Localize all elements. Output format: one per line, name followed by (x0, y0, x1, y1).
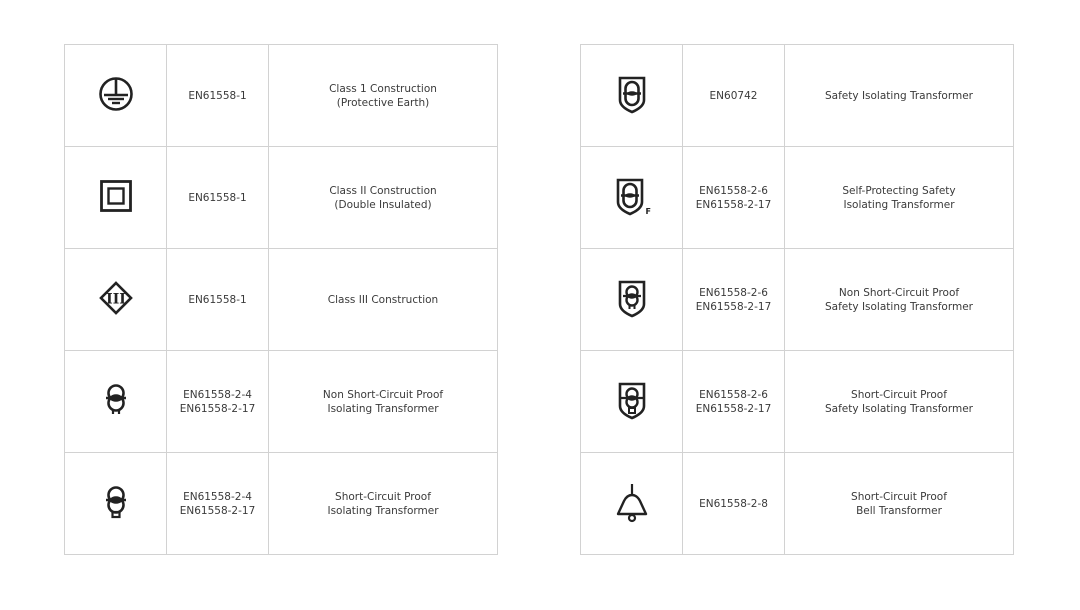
icon-cell (581, 453, 683, 555)
table-row (65, 453, 498, 555)
standard-text: EN61558-2-17 (179, 504, 256, 517)
description-cell (269, 351, 498, 453)
icon-cell (581, 45, 683, 147)
description-text: Bell Transformer (856, 504, 942, 517)
standard-cell (167, 453, 269, 555)
description-text: Safety Isolating Transformer (825, 300, 973, 313)
bell-transformer-icon (607, 477, 657, 527)
standard-text: EN61558-2-17 (695, 402, 772, 415)
icon-cell (65, 351, 167, 453)
standard-text: EN61558-2-4 (183, 388, 252, 401)
standard-text: EN61558-2-8 (699, 497, 768, 510)
icon-cell (65, 249, 167, 351)
table-row (65, 351, 498, 453)
symbols-table-right (580, 44, 1014, 555)
symbols-table-left (64, 44, 498, 555)
standard-text: EN61558-2-4 (183, 490, 252, 503)
table-row (581, 453, 1014, 555)
table-row (581, 45, 1014, 147)
table-row (65, 249, 498, 351)
description-text: Non Short-Circuit Proof (322, 388, 444, 401)
standard-cell (683, 351, 785, 453)
description-text: Isolating Transformer (327, 402, 439, 415)
icon-cell (581, 249, 683, 351)
short-circuit-proof-isolating-transformer-icon (91, 477, 141, 527)
standard-text: EN61558-2-17 (179, 402, 256, 415)
short-circuit-proof-safety-isolating-transformer-icon (607, 375, 657, 425)
description-cell (785, 45, 1014, 147)
standard-text: EN61558-2-6 (699, 184, 768, 197)
standard-text: EN61558-1 (188, 191, 247, 204)
standard-cell (683, 453, 785, 555)
description-text: (Protective Earth) (336, 96, 430, 109)
protective-earth-icon (91, 69, 141, 119)
non-short-circuit-proof-safety-isolating-transformer-icon (607, 273, 657, 323)
icon-cell (65, 147, 167, 249)
description-cell (269, 147, 498, 249)
description-text: Safety Isolating Transformer (825, 89, 973, 102)
description-text: (Double Insulated) (334, 198, 432, 211)
description-text: Safety Isolating Transformer (825, 402, 973, 415)
description-text: Non Short-Circuit Proof (838, 286, 960, 299)
description-text: Class 1 Construction (329, 82, 437, 95)
standard-cell (683, 45, 785, 147)
description-text: Self-Protecting Safety (842, 184, 956, 197)
description-cell (269, 249, 498, 351)
standard-cell (167, 45, 269, 147)
icon-label-f: F (645, 206, 651, 216)
description-text: Class III Construction (327, 293, 439, 306)
table-row (65, 147, 498, 249)
standard-cell (167, 351, 269, 453)
standard-cell (683, 147, 785, 249)
description-text: Isolating Transformer (843, 198, 955, 211)
non-short-circuit-proof-isolating-transformer-icon (91, 375, 141, 425)
description-cell (785, 453, 1014, 555)
icon-cell (65, 453, 167, 555)
standard-cell (167, 249, 269, 351)
description-text: Short-Circuit Proof (851, 490, 947, 503)
self-protecting-safety-isolating-transformer-icon (607, 171, 657, 221)
description-text: Isolating Transformer (327, 504, 439, 517)
standard-text: EN61558-1 (188, 293, 247, 306)
standard-cell (167, 147, 269, 249)
description-cell (785, 147, 1014, 249)
class-iii-icon (91, 273, 141, 323)
table-row (65, 45, 498, 147)
standard-text: EN60742 (709, 89, 758, 102)
description-text: Class II Construction (329, 184, 437, 197)
svg-text:III: III (105, 291, 126, 307)
standard-text: EN61558-1 (188, 89, 247, 102)
description-cell (785, 351, 1014, 453)
standard-text: EN61558-2-17 (695, 198, 772, 211)
table-row (581, 351, 1014, 453)
standard-cell (683, 249, 785, 351)
table-row (581, 249, 1014, 351)
standard-text: EN61558-2-6 (699, 388, 768, 401)
standard-text: EN61558-2-17 (695, 300, 772, 313)
description-text: Short-Circuit Proof (335, 490, 431, 503)
icon-cell (581, 147, 683, 249)
standard-text: EN61558-2-6 (699, 286, 768, 299)
safety-isolating-transformer-icon (607, 69, 657, 119)
double-insulated-icon (91, 171, 141, 221)
icon-cell (65, 45, 167, 147)
description-text: Short-Circuit Proof (851, 388, 947, 401)
description-cell (269, 45, 498, 147)
description-cell (269, 453, 498, 555)
description-cell (785, 249, 1014, 351)
icon-cell (581, 351, 683, 453)
table-row (581, 147, 1014, 249)
